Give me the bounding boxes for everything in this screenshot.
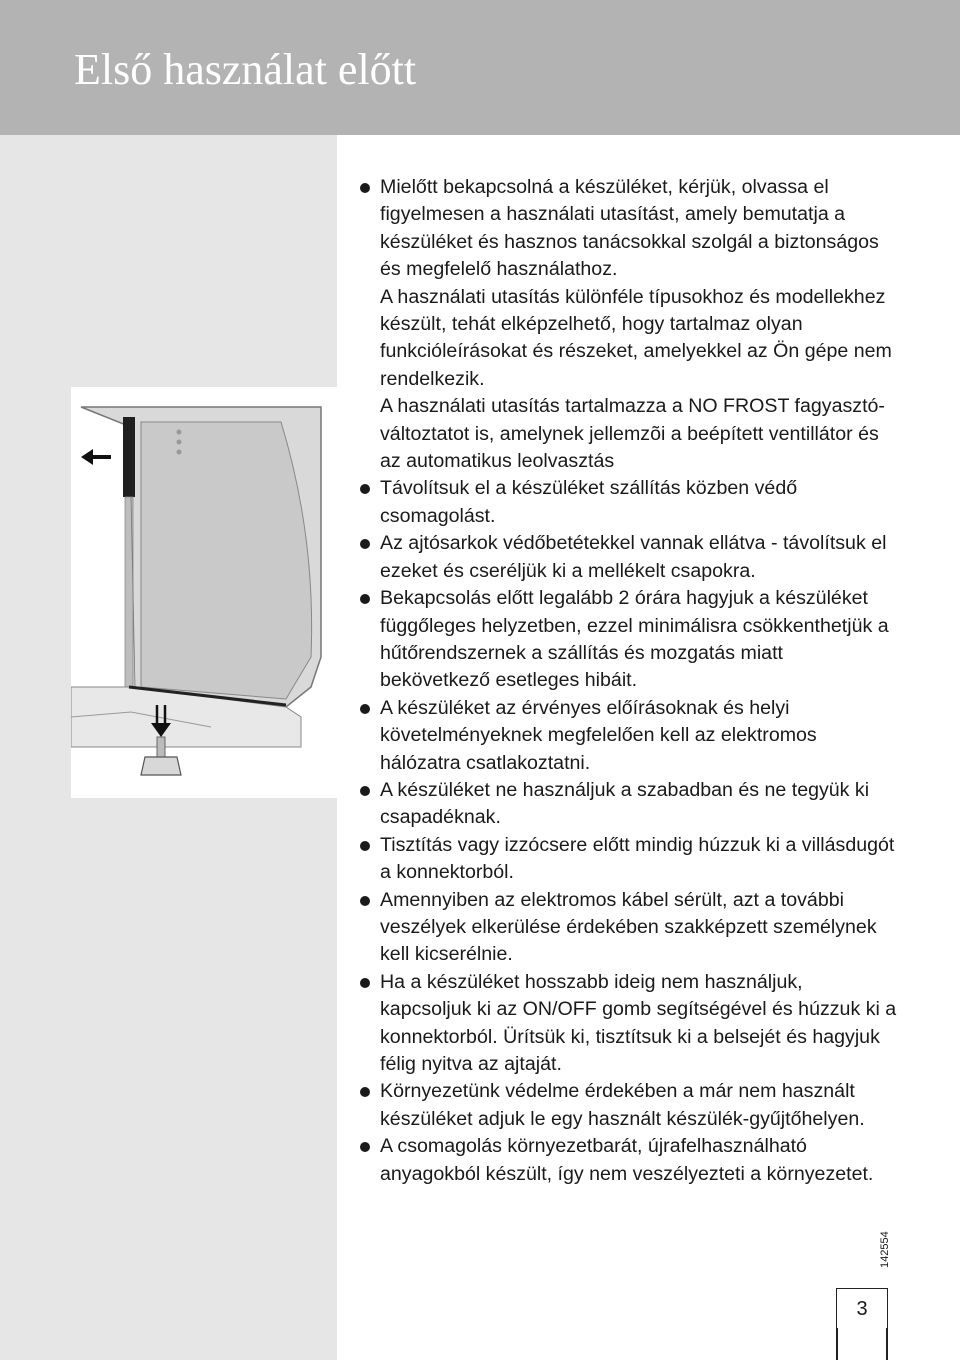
list-item-text: Bekapcsolás előtt legalább 2 órára hagyjuk a készüléket függőleges helyzetben, ezzel minimálisra csökkenthetjük a hűtőrendszernek a szállítás és mozgatás miatt bekövetkező esetleges hibáit.: [380, 587, 889, 692]
bullet-icon: [360, 484, 370, 494]
bullet-icon: [360, 841, 370, 851]
list-item: [358, 585, 898, 695]
list-item: [358, 969, 898, 1079]
list-item: [358, 174, 898, 475]
bullet-icon: [360, 978, 370, 988]
list-item: [358, 887, 898, 969]
list-item: [358, 695, 898, 777]
page-title: Első használat előtt: [74, 45, 417, 94]
list-item-text: Tisztítás vagy izzócsere előtt mindig húzzuk ki a villásdugót a konnektorból.: [380, 833, 895, 884]
bullet-icon: [360, 539, 370, 549]
list-item-text: A készüléket az érvényes előírásoknak és helyi követelményeknek megfelelően kell az elektromos hálózatra csatlakoztatni.: [380, 696, 817, 774]
list-item: [358, 1078, 898, 1133]
fridge-door-illustration: [71, 387, 337, 798]
list-item-text: A csomagolás környezetbarát, újrafelhasználható anyagokból készült, így nem veszélyezteti a környezetet.: [380, 1135, 874, 1185]
list-item-text: Amennyiben az elektromos kábel sérült, azt a további veszélyek elkerülése érdekében szakképzett személynek kell kicserélnie.: [380, 888, 877, 966]
page-number-border: [836, 1328, 838, 1360]
bullet-icon: [360, 594, 370, 604]
page-number: 3: [836, 1288, 888, 1329]
instructions-list: [358, 174, 898, 1188]
list-item: [358, 530, 898, 585]
bullet-icon: [360, 896, 370, 906]
list-item: [358, 777, 898, 832]
bullet-icon: [360, 1142, 370, 1152]
bullet-icon: [360, 786, 370, 796]
list-item: [358, 1133, 898, 1188]
list-item-text: A használati utasítás különféle típusokhoz és modellekhez készült, tehát elképzelhető, hogy tartalmaz olyan funkcióleírásokat és részeket, amelyekkel az Ön gépe nem rendelkezik.: [380, 285, 892, 390]
bullet-icon: [360, 704, 370, 714]
list-item: [358, 832, 898, 887]
page-number-border: [886, 1328, 888, 1360]
list-item-text: A használati utasítás tartalmazza a NO FROST fagyasztó-változtatot is, amelynek jellemzõi a beépített ventillátor és az automatikus leolvasztás: [380, 395, 885, 473]
list-item-text: A készüléket ne használjuk a szabadban és ne tegyük ki csapadéknak.: [380, 778, 870, 829]
document-code: 142554: [879, 1231, 891, 1268]
list-item-text: Mielőtt bekapcsolná a készüléket, kérjük, olvassa el figyelmesen a használati utasítást, amely bemutatja a készüléket és hasznos tanácsokkal szolgál a biztonságos és megfelelő használathoz.: [380, 176, 879, 281]
list-item-text: Környezetünk védelme érdekében a már nem használt készüléket adjuk le egy használt készülék-gyűjtőhelyen.: [380, 1080, 865, 1130]
list-item-text: Távolítsuk el a készüléket szállítás közben védő csomagolást.: [380, 477, 798, 527]
bullet-icon: [360, 1087, 370, 1097]
list-item-text: Ha a készüléket hosszabb ideig nem használjuk, kapcsoljuk ki az ON/OFF gomb segítségével és húzzuk ki a konnektorból. Ürítsük ki, tisztítsuk ki a belsejét és hagyjuk félig nyitva az ajtaját.: [380, 970, 897, 1075]
bullet-icon: [360, 183, 370, 193]
page-header: [0, 0, 960, 135]
list-item-text: Az ajtósarkok védőbetétekkel vannak ellátva - távolítsuk el ezeket és cseréljük ki a mellékelt csapokra.: [380, 532, 887, 582]
list-item: [358, 475, 898, 530]
